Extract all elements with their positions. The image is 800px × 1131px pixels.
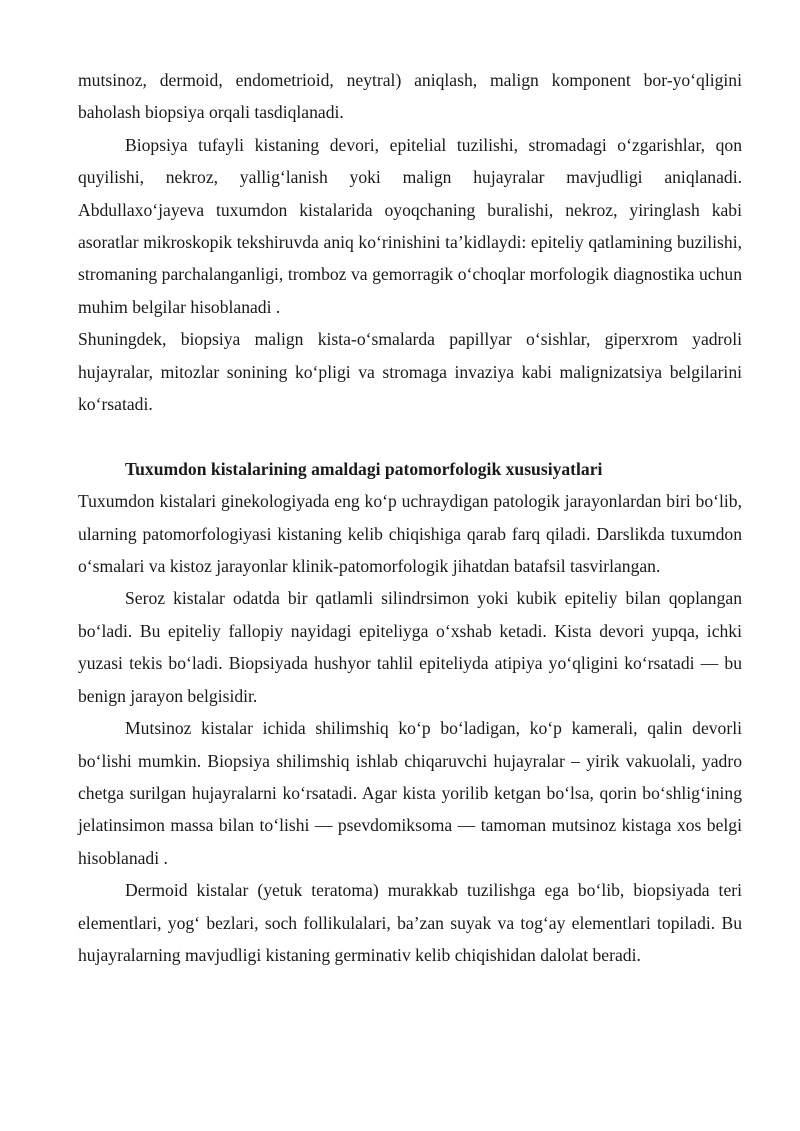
paragraph-overview: Tuxumdon kistalari ginekologiyada eng ko‘p uchraydigan patologik jarayonlardan biri bo‘lib, ularning patomorfologiyasi kistaning kelib chiqishiga qarab farq qiladi. Darslikda tuxumdon o‘smalari va kistoz jarayonlar klinik-patomorfologik jihatdan batafsil tasvirlangan.	[78, 491, 742, 577]
section-heading: Tuxumdon kistalarining amaldagi patomorfologik xususiyatlari	[125, 458, 603, 479]
paragraph-continuation: mutsinoz, dermoid, endometrioid, neytral) aniqlash, malign komponent bor-yo‘qligini baholash biopsiya orqali tasdiqlanadi.	[78, 70, 742, 123]
paragraph-dermoid-cysts: Dermoid kistalar (yetuk teratoma) murakkab tuzilishga ega bo‘lib, biopsiyada teri elementlari, yog‘ bezlari, soch follikulalari, ba’zan suyak va tog‘ay elementlari topiladi. Bu hujayralarning mavjudligi kistaning germinativ kelib chiqishidan dalolat beradi.	[78, 880, 742, 965]
paragraph-biopsy-findings: Biopsiya tufayli kistaning devori, epitelial tuzilishi, stromadagi o‘zgarishlar, qon quyilishi, nekroz, yallig‘lanish yoki malign hujayralar mavjudligi aniqlanadi. Abdullaxo‘jayeva tuxumdon kistalarida oyoqchaning buralishi, nekroz, yiringlash kabi asoratlar mikroskopik tekshiruvda aniq ko‘rinishini ta’kidlaydi: epiteliy qatlamining buzilishi, stromaning parchalanganligi, tromboz va gemorragik o‘choqlar morfologik diagnostika uchun muhim belgilar hisoblanadi .	[78, 134, 742, 317]
paragraph-serous-cysts: Seroz kistalar odatda bir qatlamli silindrsimon yoki kubik epiteliy bilan qoplangan bo‘ladi. Bu epiteliy fallopiy nayidagi epiteliyga o‘xshab ketadi. Kista devori yupqa, ichki yuzasi tekis bo‘ladi. Biopsiyada hushyor tahlil epiteliyda atipiya yo‘qligini ko‘rsatadi — bu benign jarayon belgisidir.	[78, 588, 742, 706]
paragraph-malignancy-signs: Shuningdek, biopsiya malign kista-o‘smalarda papillyar o‘sishlar, giperxrom yadroli hujayralar, mitozlar sonining ko‘pligi va stromaga invaziya kabi malignizatsiya belgilarini ko‘rsatadi.	[78, 329, 742, 415]
document-page	[78, 64, 742, 971]
paragraph-mucinous-cysts: Mutsinoz kistalar ichida shilimshiq ko‘p bo‘ladigan, ko‘p kamerali, qalin devorli bo‘lishi mumkin. Biopsiya shilimshiq ishlab chiqaruvchi hujayralar – yirik vakuolali, yadro chetga surilgan hujayralarni ko‘rsatadi. Agar kista yorilib ketgan bo‘lsa, qorin bo‘shlig‘ining jelatinsimon massa bilan to‘lishi — psevdomiksoma — tamoman mutsinoz kistaga xos belgi hisoblanadi .	[78, 718, 742, 868]
